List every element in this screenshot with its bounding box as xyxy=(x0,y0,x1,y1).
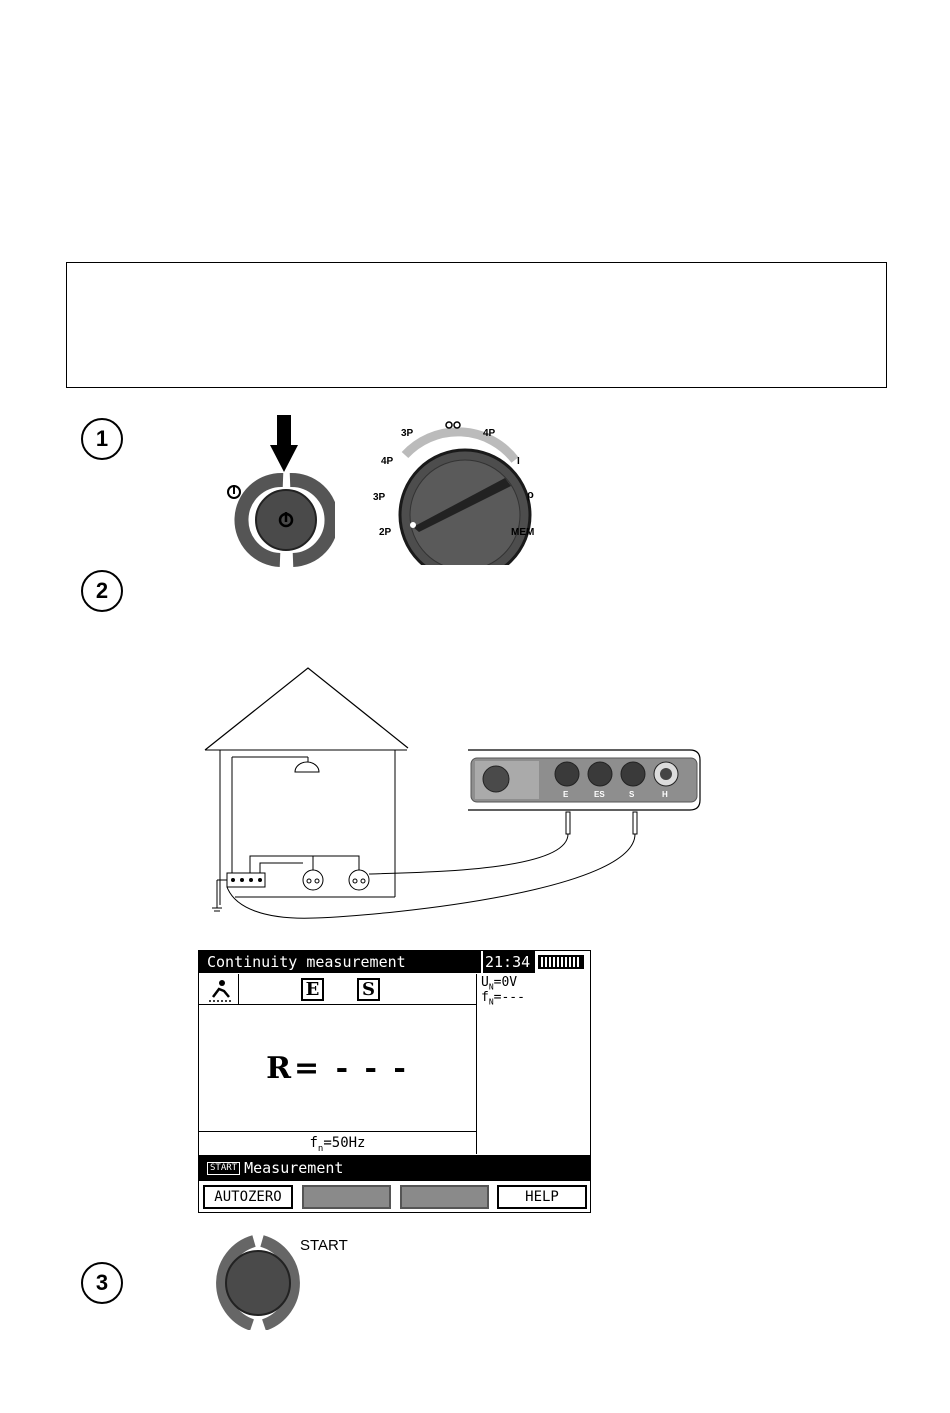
meter-socket-panel xyxy=(468,750,700,810)
battery-icon xyxy=(537,954,585,970)
switch-label-2p: 2P xyxy=(379,527,392,538)
socket-s-indicator: S xyxy=(357,978,380,1001)
outlet-icon xyxy=(303,870,323,890)
measurement-mode-icon xyxy=(207,977,233,1003)
switch-label-4p-left: 4P xyxy=(381,456,394,467)
switch-label-3p-top: 3P xyxy=(401,428,414,439)
screen-title: Continuity measurement xyxy=(199,951,481,973)
rotary-switch[interactable] xyxy=(365,420,555,565)
outlet-icon xyxy=(349,870,369,890)
down-arrow-icon xyxy=(270,415,298,472)
start-button-illustration xyxy=(206,1235,306,1330)
screen-info-bar xyxy=(199,1155,590,1181)
socket-label-s: S xyxy=(629,790,635,799)
test-lead-plug xyxy=(566,812,570,834)
power-symbol-icon xyxy=(228,485,240,498)
clamp-icon xyxy=(446,422,460,428)
start-button[interactable] xyxy=(226,1251,290,1315)
blank-softkey-2[interactable] xyxy=(302,1185,391,1209)
start-key-icon: START xyxy=(207,1162,240,1175)
resistance-result: R= - - - xyxy=(266,1051,409,1086)
switch-label-4p-right: 4P xyxy=(483,428,496,439)
step-1-marker: 1 xyxy=(81,418,123,460)
note-box xyxy=(66,262,887,388)
switch-label-mem: MEM xyxy=(511,527,535,538)
resistance-symbol-icon: ρ xyxy=(527,489,534,501)
frequency-readout: $f_N=---$ xyxy=(481,990,525,1007)
start-button-label: START xyxy=(300,1237,348,1254)
power-button-illustration xyxy=(220,410,335,570)
socket-label-h: H xyxy=(662,790,668,799)
voltage-readout: $U_N=0V$ xyxy=(481,975,518,992)
switch-label-3p-left: 3P xyxy=(373,492,386,503)
test-lead-wire xyxy=(227,834,635,918)
help-softkey[interactable]: HELP xyxy=(497,1185,587,1209)
test-lead-wire xyxy=(369,834,568,874)
mains-frequency-setting: $f_n=50Hz$ xyxy=(199,1131,476,1154)
socket-e-indicator: E xyxy=(301,978,324,1001)
house-icon xyxy=(205,668,408,905)
meter-display xyxy=(198,950,591,1213)
blank-softkey-3[interactable] xyxy=(400,1185,489,1209)
connection-diagram xyxy=(195,660,710,925)
test-lead-plug xyxy=(633,812,637,834)
step-2-marker: 2 xyxy=(81,570,123,612)
info-text: Measurement xyxy=(244,1159,344,1177)
lamp-icon xyxy=(295,762,319,772)
socket-label-e: E xyxy=(563,790,569,799)
step-3-marker: 3 xyxy=(81,1262,123,1304)
switch-label-i: I xyxy=(517,456,520,467)
screen-status-row xyxy=(199,974,476,1005)
socket-label-es: ES xyxy=(594,790,605,799)
autozero-softkey[interactable]: AUTOZERO xyxy=(203,1185,293,1209)
screen-clock: 21:34 xyxy=(483,951,535,973)
